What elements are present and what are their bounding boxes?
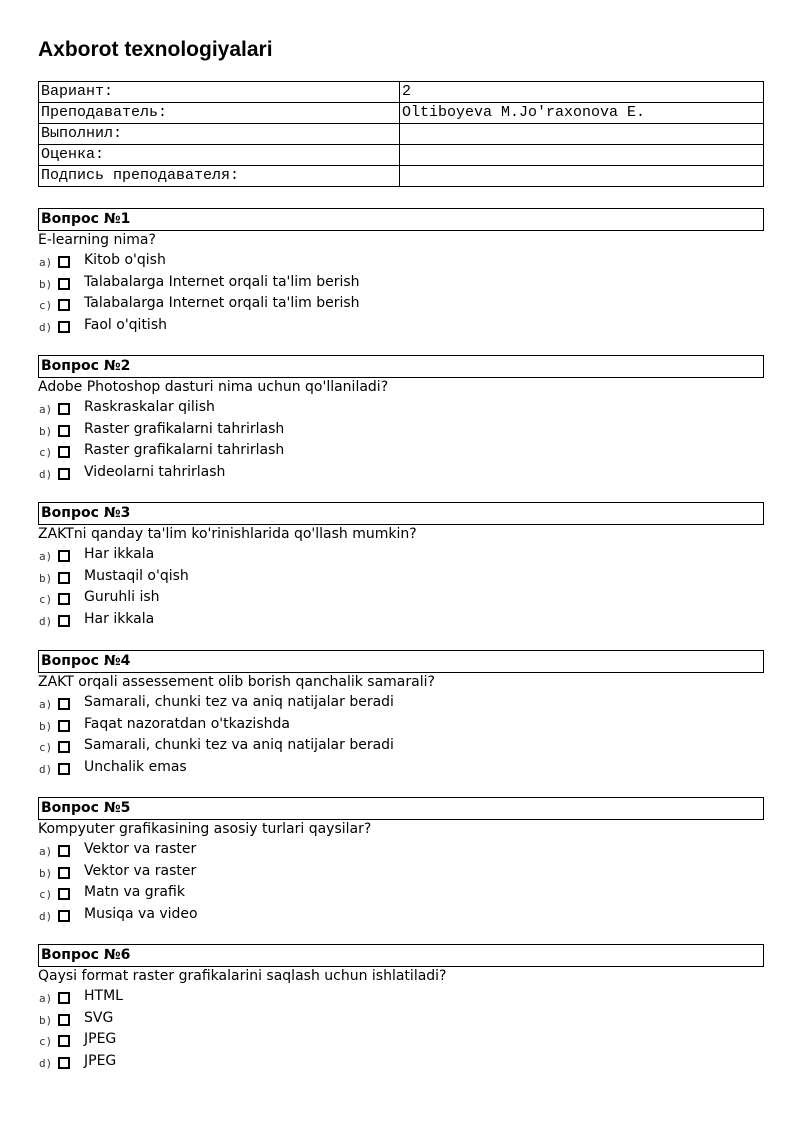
question-4 [38, 650, 764, 780]
info-row-performed-by [39, 124, 764, 145]
answer-letter: a) [39, 256, 53, 269]
answer-letter: d) [39, 910, 53, 924]
info-label: Вариант: [39, 82, 400, 103]
answer-text: Vektor va raster [84, 862, 197, 879]
answer-text: Videolarni tahrirlash [84, 464, 226, 481]
answer-option[interactable] [38, 987, 764, 1009]
info-label: Подпись преподавателя: [39, 166, 400, 187]
answer-option[interactable] [38, 1009, 764, 1031]
checkbox[interactable] [58, 888, 70, 900]
info-row-grade [39, 145, 764, 166]
info-row-teacher [39, 103, 764, 124]
checkbox[interactable] [58, 1057, 70, 1069]
question-header: Вопрос №4 [38, 650, 764, 673]
answer-text: Talabalarga Internet orqali ta'lim berish [84, 273, 360, 290]
answer-option[interactable] [38, 316, 764, 338]
answer-text: HTML [84, 988, 123, 1004]
answer-text: Har ikkala [84, 611, 155, 628]
answer-option[interactable] [38, 905, 764, 927]
answer-option[interactable] [38, 545, 764, 567]
answer-letter: d) [39, 615, 53, 629]
info-value-field[interactable] [400, 145, 764, 166]
info-label: Преподаватель: [39, 103, 400, 124]
checkbox[interactable] [58, 572, 70, 584]
answer-option[interactable] [38, 251, 764, 273]
checkbox[interactable] [58, 403, 70, 415]
answer-option[interactable] [38, 736, 764, 758]
checkbox[interactable] [58, 910, 70, 922]
info-table [38, 81, 764, 187]
info-value-field[interactable] [400, 166, 764, 187]
question-1 [38, 208, 764, 338]
answer-letter: c) [39, 446, 53, 460]
question-5 [38, 797, 764, 927]
question-3 [38, 502, 764, 632]
question-header: Вопрос №3 [38, 502, 764, 525]
checkbox[interactable] [58, 425, 70, 437]
answer-option[interactable] [38, 840, 764, 862]
answer-text: Musiqa va video [84, 906, 198, 923]
checkbox[interactable] [58, 845, 70, 857]
info-label: Оценка: [39, 145, 400, 166]
answer-text: Faol o'qitish [84, 317, 167, 334]
info-row-variant [39, 82, 764, 103]
checkbox[interactable] [58, 741, 70, 753]
checkbox[interactable] [58, 698, 70, 710]
checkbox[interactable] [58, 593, 70, 605]
answer-text: JPEG [84, 1031, 117, 1048]
checkbox[interactable] [58, 1014, 70, 1026]
answer-letter: b) [39, 277, 53, 291]
checkbox[interactable] [58, 550, 70, 562]
answer-option[interactable] [38, 441, 764, 463]
answer-text: Faqat nazoratdan o'tkazishda [84, 715, 290, 732]
answer-option[interactable] [38, 693, 764, 715]
answer-text: SVG [84, 1009, 114, 1026]
answer-letter: d) [39, 1057, 53, 1071]
question-text: E-learning nima? [38, 232, 156, 248]
info-row-signature [39, 166, 764, 187]
question-header: Вопрос №6 [38, 944, 764, 967]
answer-text: Unchalik emas [84, 759, 187, 776]
answer-letter: c) [39, 593, 53, 607]
checkbox[interactable] [58, 992, 70, 1004]
answer-letter: c) [39, 741, 53, 755]
answer-option[interactable] [38, 1052, 764, 1074]
answer-letter: d) [39, 468, 53, 482]
checkbox[interactable] [58, 446, 70, 458]
answer-option[interactable] [38, 588, 764, 610]
answer-letter: b) [39, 866, 53, 880]
checkbox[interactable] [58, 321, 70, 333]
answer-text: Raskraskalar qilish [84, 399, 215, 415]
answer-text: Kitob o'qish [84, 252, 166, 268]
question-text: Qaysi format raster grafikalarini saqlash uchun ishlatiladi? [38, 968, 447, 984]
answer-option[interactable] [38, 294, 764, 316]
question-6 [38, 944, 764, 1074]
question-text: Kompyuter grafikasining asosiy turlari qaysilar? [38, 821, 372, 837]
answer-letter: c) [39, 888, 53, 902]
answer-letter: d) [39, 321, 53, 335]
answer-option[interactable] [38, 420, 764, 442]
answer-text: Talabalarga Internet orqali ta'lim berish [84, 295, 360, 312]
checkbox[interactable] [58, 1035, 70, 1047]
answer-letter: c) [39, 1035, 53, 1049]
answer-letter: a) [39, 698, 53, 711]
question-text: ZAKTni qanday ta'lim ko'rinishlarida qo'llash mumkin? [38, 526, 417, 542]
question-2 [38, 355, 764, 485]
answer-letter: b) [39, 1013, 53, 1027]
answer-letter: b) [39, 719, 53, 733]
info-label: Выполнил: [39, 124, 400, 145]
info-value: 2 [400, 82, 764, 103]
answer-option[interactable] [38, 758, 764, 780]
question-header: Вопрос №5 [38, 797, 764, 820]
question-text: Adobe Photoshop dasturi nima uchun qo'llaniladi? [38, 379, 389, 395]
answer-option[interactable] [38, 610, 764, 632]
question-header: Вопрос №1 [38, 208, 764, 231]
checkbox[interactable] [58, 615, 70, 627]
answer-option[interactable] [38, 1030, 764, 1052]
answer-text: Guruhli ish [84, 589, 160, 606]
answer-text: Mustaqil o'qish [84, 567, 189, 584]
info-value-field[interactable] [400, 124, 764, 145]
document-title: Axborot texnologiyalari [38, 38, 273, 61]
answer-text: Har ikkala [84, 546, 155, 562]
answer-option[interactable] [38, 715, 764, 737]
checkbox[interactable] [58, 278, 70, 290]
answer-letter: c) [39, 299, 53, 313]
question-header: Вопрос №2 [38, 355, 764, 378]
checkbox[interactable] [58, 468, 70, 480]
answer-text: Raster grafikalarni tahrirlash [84, 420, 285, 437]
answer-letter: b) [39, 424, 53, 438]
answer-text: Samarali, chunki tez va aniq natijalar beradi [84, 694, 394, 710]
answer-option[interactable] [38, 883, 764, 905]
answer-letter: d) [39, 763, 53, 777]
answer-option[interactable] [38, 273, 764, 295]
answer-letter: a) [39, 845, 53, 858]
answer-text: Samarali, chunki tez va aniq natijalar beradi [84, 737, 394, 754]
answer-text: Raster grafikalarni tahrirlash [84, 442, 285, 459]
checkbox[interactable] [58, 763, 70, 775]
answer-option[interactable] [38, 567, 764, 589]
answer-text: JPEG [84, 1053, 117, 1070]
answer-option[interactable] [38, 862, 764, 884]
answer-option[interactable] [38, 463, 764, 485]
checkbox[interactable] [58, 256, 70, 268]
answer-letter: a) [39, 403, 53, 416]
answer-letter: a) [39, 992, 53, 1005]
answer-option[interactable] [38, 398, 764, 420]
checkbox[interactable] [58, 299, 70, 311]
checkbox[interactable] [58, 867, 70, 879]
answer-letter: a) [39, 550, 53, 563]
answer-text: Vektor va raster [84, 841, 197, 857]
question-text: ZAKT orqali assessement olib borish qanchalik samarali? [38, 674, 435, 690]
info-value: Oltiboyeva M.Jo'raxonova E. [400, 103, 764, 124]
answer-letter: b) [39, 571, 53, 585]
answer-text: Matn va grafik [84, 884, 185, 901]
checkbox[interactable] [58, 720, 70, 732]
